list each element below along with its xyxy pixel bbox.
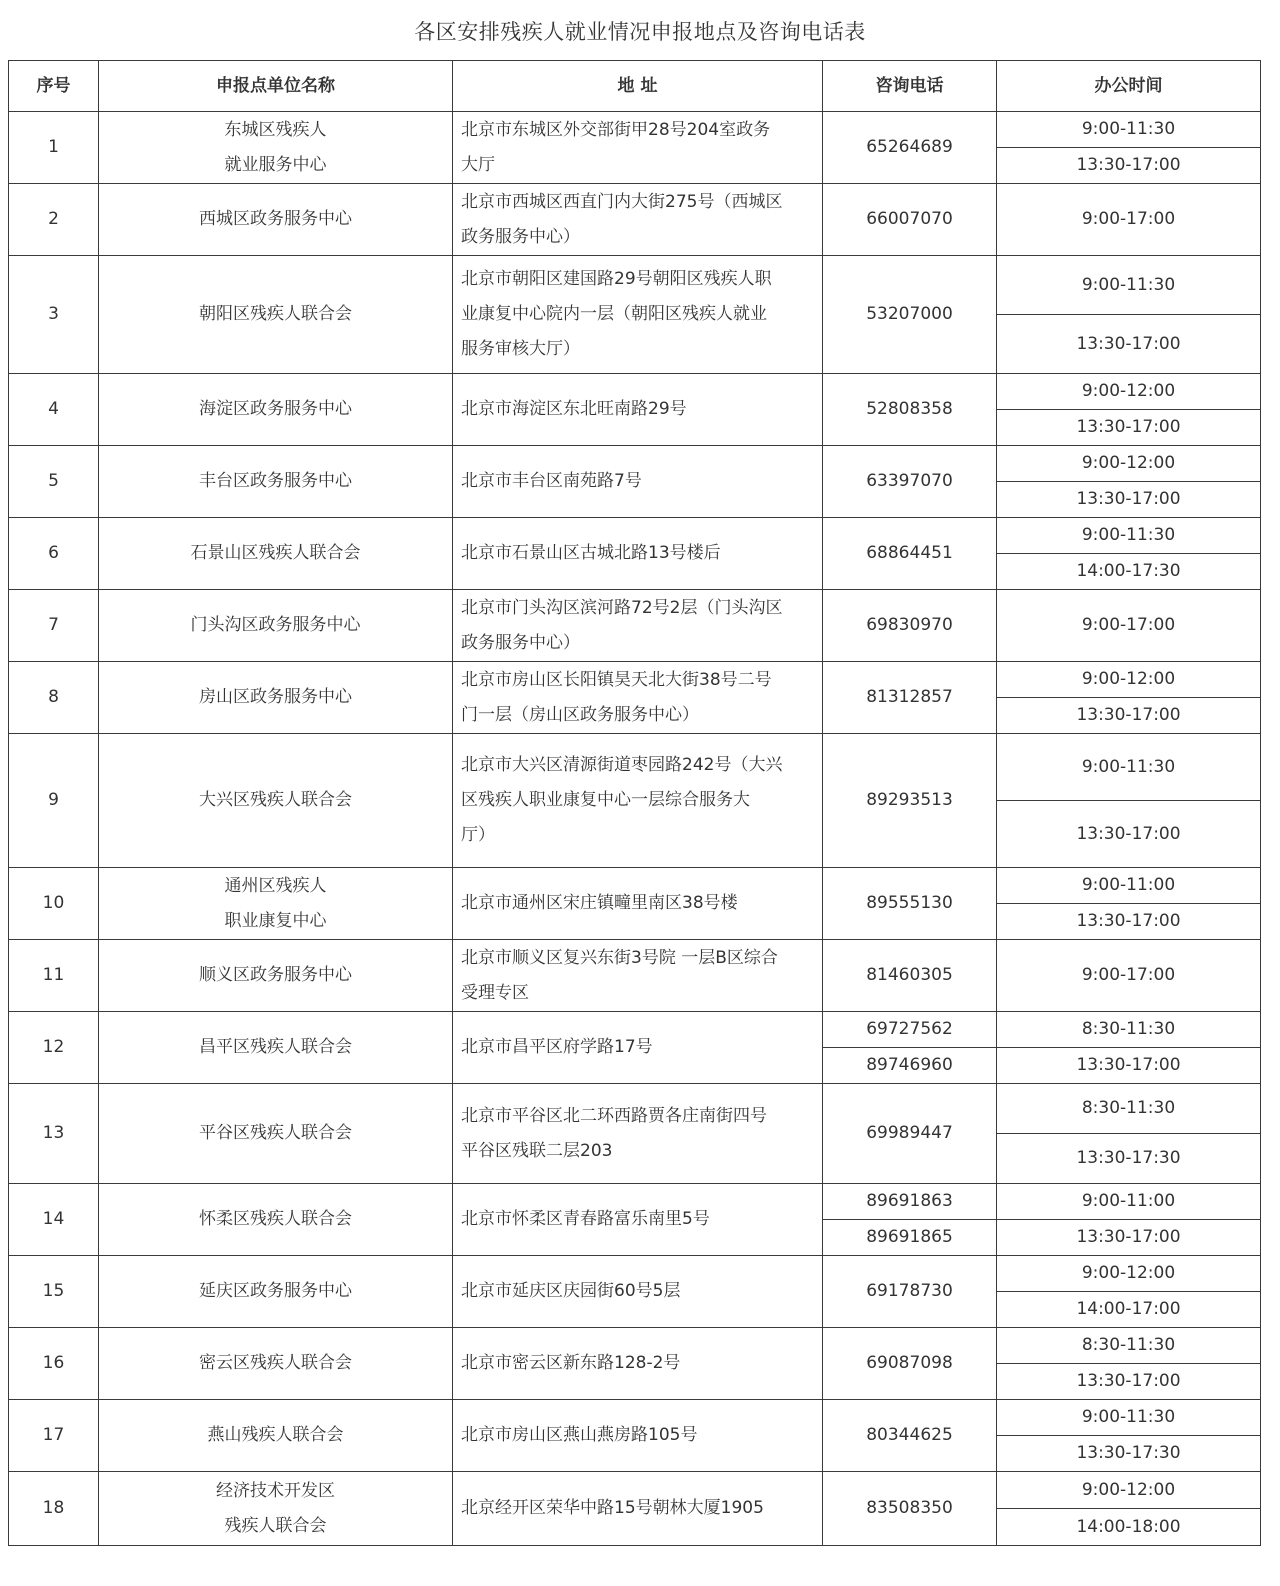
office-hours-cell: 8:30-11:30 [997,1328,1261,1364]
office-hours-cell: 9:00-12:00 [997,374,1261,410]
address-line: 大厅 [461,154,495,175]
row-number: 12 [42,1037,65,1057]
office-hours-cell: 9:00-17:00 [997,940,1261,1012]
unit-name-line: 经济技术开发区 [216,1480,335,1501]
address-line: 北京市怀柔区青春路富乐南里5号 [461,1209,710,1229]
page-title: 各区安排残疾人就业情况申报地点及咨询电话表 [414,20,866,44]
unit-name-line: 延庆区政务服务中心 [199,1281,352,1301]
address-line: 区残疾人职业康复中心一层综合服务大 [461,790,750,810]
phone-cell: 53207000 [823,256,997,374]
header-address: 地 址 [453,61,823,112]
unit-name-line: 平谷区残疾人联合会 [199,1123,352,1143]
table-row [9,662,1261,698]
row-number-cell [9,1328,99,1400]
unit-name-cell [99,1184,453,1256]
table-row [9,184,1261,256]
row-number-cell [9,184,99,256]
table-body [9,112,1261,1546]
row-number: 6 [48,543,59,563]
address-line: 政务服务中心） [461,226,580,247]
row-number: 4 [48,399,59,419]
row-number-cell [9,446,99,518]
row-number: 7 [48,615,59,635]
row-number-cell [9,1184,99,1256]
row-number-cell [9,518,99,590]
phone-cell: 69830970 [823,590,997,662]
address-cell [453,374,823,446]
unit-name-line: 通州区残疾人 [224,875,327,896]
address-line: 北京市门头沟区滨河路72号2层（门头沟区 [461,597,783,618]
table-row [9,112,1261,148]
phone-cell: 69727562 [823,1012,997,1048]
unit-name-cell [99,1012,453,1084]
address-line: 北京市密云区新东路128-2号 [461,1353,681,1373]
header-no: 序号 [9,61,99,112]
address-line: 北京市海淀区东北旺南路29号 [461,399,687,419]
phone-cell: 63397070 [823,446,997,518]
office-hours-cell: 13:30-17:00 [997,410,1261,446]
row-number: 10 [42,893,65,913]
office-hours-cell: 13:30-17:00 [997,1220,1261,1256]
office-hours-cell: 9:00-12:00 [997,662,1261,698]
phone-cell: 66007070 [823,184,997,256]
unit-name-line: 职业康复中心 [224,910,327,931]
unit-name-cell [99,590,453,662]
address-cell [453,112,823,184]
unit-name-cell [99,518,453,590]
row-number: 3 [48,304,59,324]
header-name: 申报点单位名称 [99,61,453,112]
address-line: 服务审核大厅） [461,339,580,359]
address-line: 北京市西城区西直门内大街275号（西城区 [461,191,783,212]
phone-cell: 65264689 [823,112,997,184]
phone-cell: 69989447 [823,1084,997,1184]
phone-cell: 68864451 [823,518,997,590]
address-cell [453,1400,823,1472]
address-cell [453,1328,823,1400]
phone-cell: 89746960 [823,1048,997,1084]
unit-name-line: 石景山区残疾人联合会 [190,543,361,563]
unit-name-cell [99,256,453,374]
table-row [9,868,1261,904]
unit-name-line: 密云区残疾人联合会 [199,1353,352,1373]
office-hours-cell: 9:00-11:00 [997,1184,1261,1220]
table-row [9,256,1261,315]
row-number-cell [9,940,99,1012]
office-hours-cell: 13:30-17:00 [997,148,1261,184]
row-number: 8 [48,687,59,707]
office-hours-cell: 9:00-11:30 [997,256,1261,315]
unit-name-line: 西城区政务服务中心 [199,209,352,229]
unit-name-line: 怀柔区残疾人联合会 [199,1209,352,1229]
row-number: 5 [48,471,59,491]
phone-cell: 69178730 [823,1256,997,1328]
unit-name-line: 东城区残疾人 [224,119,327,140]
phone-cell: 89555130 [823,868,997,940]
row-number-cell [9,256,99,374]
table-row [9,940,1261,1012]
office-hours-cell: 13:30-17:00 [997,698,1261,734]
table-row [9,1012,1261,1048]
row-number-cell [9,734,99,868]
address-line: 北京市东城区外交部街甲28号204室政务 [461,119,771,140]
address-cell [453,256,823,374]
table-row [9,374,1261,410]
office-hours-cell: 13:30-17:30 [997,1134,1261,1184]
table-row [9,590,1261,662]
phone-cell: 89691865 [823,1220,997,1256]
address-line: 门一层（房山区政务服务中心） [461,704,699,725]
unit-name-line: 昌平区残疾人联合会 [199,1037,352,1057]
address-cell [453,868,823,940]
row-number-cell [9,868,99,940]
phone-cell: 83508350 [823,1472,997,1546]
office-hours-cell: 13:30-17:00 [997,801,1261,868]
row-number: 18 [42,1498,65,1518]
table-row [9,518,1261,554]
unit-name-cell [99,1256,453,1328]
address-cell [453,662,823,734]
row-number: 15 [42,1281,65,1301]
unit-name-cell [99,184,453,256]
row-number-cell [9,1084,99,1184]
row-number-cell [9,374,99,446]
address-cell [453,590,823,662]
office-hours-cell: 9:00-11:30 [997,518,1261,554]
address-line: 北京市延庆区庆园街60号5层 [461,1281,681,1301]
phone-cell: 81312857 [823,662,997,734]
address-cell [453,734,823,868]
unit-name-cell [99,734,453,868]
office-hours-cell: 9:00-17:00 [997,184,1261,256]
header-phone: 咨询电话 [823,61,997,112]
office-hours-cell: 8:30-11:30 [997,1012,1261,1048]
row-number-cell [9,112,99,184]
unit-name-line: 房山区政务服务中心 [199,687,352,707]
office-hours-cell: 9:00-12:00 [997,446,1261,482]
address-line: 北京经开区荣华中路15号朝林大厦1905 [461,1498,764,1518]
row-number: 13 [42,1123,65,1143]
unit-name-cell [99,112,453,184]
row-number: 2 [48,209,59,229]
unit-name-cell [99,1472,453,1546]
table-row [9,446,1261,482]
row-number-cell [9,1400,99,1472]
address-cell [453,1012,823,1084]
office-hours-cell: 9:00-11:30 [997,112,1261,148]
address-line: 厅） [461,825,495,845]
unit-name-line: 海淀区政务服务中心 [199,399,352,419]
row-number-cell [9,590,99,662]
row-number-cell [9,1472,99,1546]
unit-name-cell [99,940,453,1012]
address-cell [453,1472,823,1546]
unit-name-cell [99,374,453,446]
unit-name-line: 朝阳区残疾人联合会 [199,304,352,324]
address-cell [453,1084,823,1184]
address-cell [453,940,823,1012]
table-row [9,1184,1261,1220]
row-number: 14 [42,1209,65,1229]
phone-cell: 89691863 [823,1184,997,1220]
address-line: 北京市平谷区北二环西路贾各庄南街四号 [461,1105,767,1126]
address-line: 平谷区残联二层203 [461,1140,613,1161]
row-number: 1 [48,137,59,157]
office-hours-cell: 9:00-12:00 [997,1472,1261,1509]
row-number: 16 [42,1353,65,1373]
table-header-row [9,61,1261,112]
address-line: 北京市石景山区古城北路13号楼后 [461,543,721,563]
unit-name-cell [99,868,453,940]
office-hours-cell: 14:00-18:00 [997,1509,1261,1546]
office-hours-cell: 13:30-17:00 [997,315,1261,374]
row-number-cell [9,1256,99,1328]
row-number: 11 [42,965,65,985]
address-line: 北京市朝阳区建国路29号朝阳区残疾人职 [461,269,772,289]
office-hours-cell: 13:30-17:00 [997,1364,1261,1400]
unit-name-line: 残疾人联合会 [224,1515,327,1536]
unit-name-line: 就业服务中心 [224,154,327,175]
unit-name-cell [99,1400,453,1472]
phone-cell: 69087098 [823,1328,997,1400]
header-hours: 办公时间 [997,61,1261,112]
office-hours-cell: 13:30-17:30 [997,1436,1261,1472]
table-row [9,1328,1261,1364]
phone-cell: 81460305 [823,940,997,1012]
address-line: 北京市房山区燕山燕房路105号 [461,1425,698,1445]
phone-cell: 52808358 [823,374,997,446]
table-row [9,734,1261,801]
address-line: 业康复中心院内一层（朝阳区残疾人就业 [461,304,767,324]
phone-cell: 89293513 [823,734,997,868]
office-hours-cell: 9:00-12:00 [997,1256,1261,1292]
phone-cell: 80344625 [823,1400,997,1472]
row-number-cell [9,1012,99,1084]
office-hours-cell: 14:00-17:00 [997,1292,1261,1328]
office-hours-cell: 13:30-17:00 [997,1048,1261,1084]
address-line: 北京市昌平区府学路17号 [461,1037,653,1057]
office-hours-cell: 9:00-11:30 [997,734,1261,801]
row-number: 9 [48,790,59,810]
address-cell [453,518,823,590]
address-line: 北京市顺义区复兴东街3号院 一层B区综合 [461,947,778,968]
row-number-cell [9,662,99,734]
office-hours-cell: 8:30-11:30 [997,1084,1261,1134]
table-row [9,1472,1261,1509]
unit-name-line: 门头沟区政务服务中心 [190,615,361,635]
address-line: 北京市通州区宋庄镇疃里南区38号楼 [461,893,738,913]
office-hours-cell: 9:00-17:00 [997,590,1261,662]
address-cell [453,184,823,256]
office-hours-cell: 13:30-17:00 [997,482,1261,518]
table-row [9,1256,1261,1292]
address-line: 北京市大兴区清源街道枣园路242号（大兴 [461,755,783,775]
address-line: 政务服务中心） [461,632,580,653]
office-hours-cell: 9:00-11:00 [997,868,1261,904]
unit-name-cell [99,662,453,734]
address-cell [453,1256,823,1328]
unit-name-line: 丰台区政务服务中心 [199,471,352,491]
office-hours-cell: 9:00-11:30 [997,1400,1261,1436]
unit-name-line: 大兴区残疾人联合会 [199,790,352,810]
address-cell [453,446,823,518]
office-hours-cell: 13:30-17:00 [997,904,1261,940]
address-line: 北京市房山区长阳镇昊天北大街38号二号 [461,669,772,690]
address-line: 受理专区 [461,982,529,1003]
table-row [9,1400,1261,1436]
unit-name-cell [99,1084,453,1184]
unit-name-line: 燕山残疾人联合会 [207,1425,344,1445]
table-row [9,1084,1261,1134]
unit-name-line: 顺义区政务服务中心 [199,965,352,985]
office-hours-cell: 14:00-17:30 [997,554,1261,590]
row-number: 17 [42,1425,65,1445]
address-cell [453,1184,823,1256]
declaration-table [8,60,1261,1546]
address-line: 北京市丰台区南苑路7号 [461,471,642,491]
unit-name-cell [99,1328,453,1400]
unit-name-cell [99,446,453,518]
